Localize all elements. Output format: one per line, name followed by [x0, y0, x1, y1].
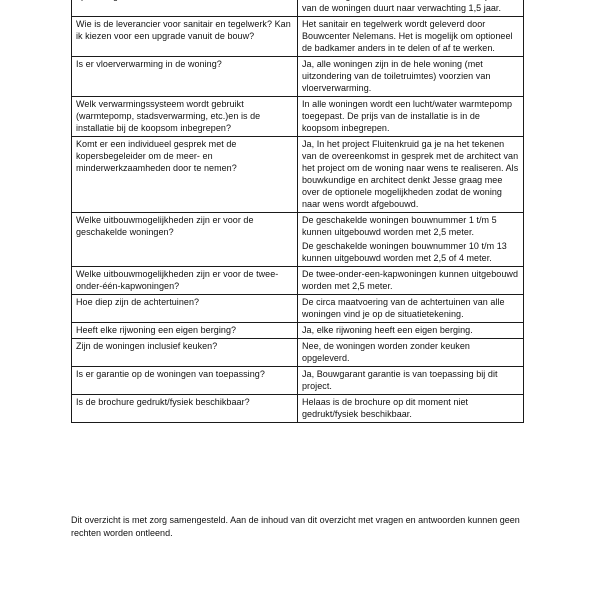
answer-cell	[298, 267, 524, 295]
table-row	[72, 57, 524, 97]
answer-cell	[298, 0, 524, 17]
answer-text: Ja, In het project Fluitenkruid ga je na het tekenen van de overeenkomst in gesprek met de architect van het project om de woning naar wens te realiseren. Als bouwkundige en architect denkt Jesse graag mee over de optionele mogelijkheden zodat de woning naar wens wordt afgebouwd.	[302, 139, 519, 209]
table-row	[72, 267, 524, 295]
answer-text: De geschakelde woningen bouwnummer 1 t/m 5 kunnen uitgebouwd worden met 2,5 meter.	[302, 215, 497, 237]
question-cell: Is de brochure gedrukt/fysiek beschikbaar?	[72, 395, 298, 423]
answer-cell	[298, 57, 524, 97]
answer-cell	[298, 17, 524, 57]
table-row	[72, 213, 524, 267]
table-row	[72, 395, 524, 423]
answer-text: Helaas is de brochure op dit moment niet gedrukt/fysiek beschikbaar.	[302, 397, 469, 419]
answer-cell	[298, 295, 524, 323]
question-cell: Welke uitbouwmogelijkheden zijn er voor de twee-onder-één-kapwoningen?	[72, 267, 298, 295]
answer-text: Nee, de woningen worden zonder keuken opgeleverd.	[302, 341, 470, 363]
question-cell: Welke uitbouwmogelijkheden zijn er voor de geschakelde woningen?	[72, 213, 298, 267]
answer-cell	[298, 137, 524, 213]
answer-cell	[298, 367, 524, 395]
table-row	[72, 137, 524, 213]
faq-table	[71, 0, 524, 423]
answer-text: Ja, alle woningen zijn in de hele woning (met uitzondering van de toiletruimtes) voorzien van vloerverwarming.	[302, 59, 491, 93]
answer-text: De geschakelde woningen bouwnummer 10 t/m 13 kunnen uitgebouwd worden met 2,5 of 4 meter.	[302, 241, 507, 263]
question-cell: Is er garantie op de woningen van toepassing?	[72, 367, 298, 395]
disclaimer-text: Dit overzicht is met zorg samengesteld. Aan de inhoud van dit overzicht met vragen en antwoorden kunnen geen rechten worden ontleend.	[71, 515, 520, 538]
answer-text: De circa maatvoering van de achtertuinen van alle woningen vind je op de situatietekening.	[302, 297, 505, 319]
question-cell: Komt er een individueel gesprek met de kopersbegeleider om de meer- en minderwerkzaamheden door te nemen?	[72, 137, 298, 213]
question-cell	[72, 0, 298, 17]
question-cell: Wie is de leverancier voor sanitair en tegelwerk? Kan ik kiezen voor een upgrade vanuit de bouw?	[72, 17, 298, 57]
table-row	[72, 0, 524, 17]
answer-text: In alle woningen wordt een lucht/water warmtepomp toegepast. De prijs van de installatie is in de koopsom inbegrepen.	[302, 99, 513, 133]
table-row	[72, 97, 524, 137]
answer-text: De twee-onder-een-kapwoningen kunnen uitgebouwd worden met 2,5 meter.	[302, 269, 518, 291]
answer-text: van de woningen duurt naar verwachting 1,5 jaar.	[302, 3, 502, 13]
answer-text: Ja, elke rijwoning heeft een eigen berging.	[302, 325, 473, 335]
answer-cell	[298, 323, 524, 339]
answer-text: Ja, Bouwgarant garantie is van toepassing bij dit project.	[302, 369, 498, 391]
answer-cell	[298, 213, 524, 267]
question-cell: Heeft elke rijwoning een eigen berging?	[72, 323, 298, 339]
answer-text: Het sanitair en tegelwerk wordt geleverd door Bouwcenter Nelemans. Het is mogelijk om optioneel de badkamer anders in te delen of af te werken.	[302, 19, 513, 53]
answer-cell	[298, 339, 524, 367]
question-cell: Hoe diep zijn de achtertuinen?	[72, 295, 298, 323]
question-cell: Zijn de woningen inclusief keuken?	[72, 339, 298, 367]
table-row	[72, 367, 524, 395]
table-row	[72, 295, 524, 323]
table-row	[72, 323, 524, 339]
question-cell: Welk verwarmingssysteem wordt gebruikt (warmtepomp, stadsverwarming, etc.)en is de installatie bij de koopsom inbegrepen?	[72, 97, 298, 137]
answer-cell	[298, 395, 524, 423]
table-row	[72, 339, 524, 367]
table-row	[72, 17, 524, 57]
answer-cell	[298, 97, 524, 137]
question-cell: Is er vloerverwarming in de woning?	[72, 57, 298, 97]
